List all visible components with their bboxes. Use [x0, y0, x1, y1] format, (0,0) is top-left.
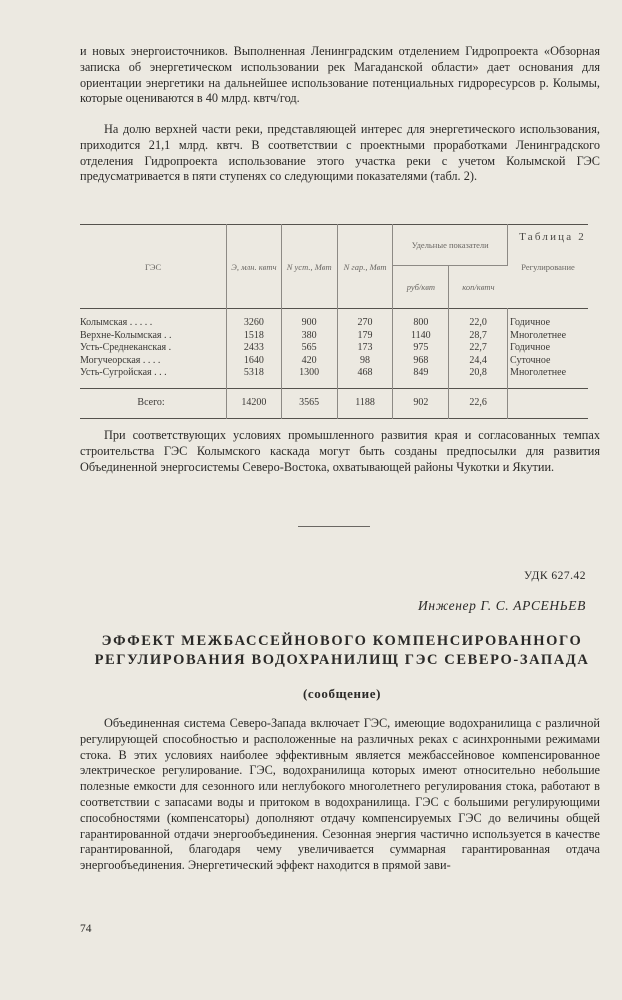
cell-energy: 1518: [227, 330, 282, 343]
article-body-block: [80, 716, 600, 874]
cell-name: Усть-Сугройская . . .: [80, 367, 227, 388]
total-rub-kvt: 902: [393, 388, 449, 418]
table-caption: Таблица 2: [519, 231, 586, 243]
cell-energy: 3260: [227, 309, 282, 330]
total-regulation: [508, 388, 588, 418]
cell-n-guar: 98: [337, 355, 393, 368]
table-header: [80, 225, 588, 309]
section-divider: [298, 526, 370, 527]
header-ges: ГЭС: [80, 225, 227, 309]
cell-n-guar: 173: [337, 342, 393, 355]
table-row: [80, 342, 588, 355]
cell-rub-kvt: 968: [393, 355, 449, 368]
table-row: [80, 355, 588, 368]
header-energy: Э, млн. квтч: [227, 225, 282, 309]
paragraph-top: и новых энергоисточников. Выполненная Ленинградским отделением Гидропроекта «Обзорная записка об энергетическом использовании рек Магаданской области» дает основания для ориентации энергетики на дальнейшее использование потенциальных гидроресурсов р. Колымы, которые оцениваются в 40 млрд. квтч/год.: [80, 44, 600, 106]
article-author: Инженер Г. С. АРСЕНЬЕВ: [418, 598, 586, 613]
cell-name: Верхне-Колымская . .: [80, 330, 227, 343]
article-title: [80, 632, 604, 670]
table-total-row: [80, 388, 588, 418]
cell-name: Усть-Среднеканская .: [80, 342, 227, 355]
cell-regulation: Многолетнее: [510, 367, 567, 379]
header-kop-kvtch: коп/квтч: [462, 282, 495, 292]
article-title-line-2: РЕГУЛИРОВАНИЯ ВОДОХРАНИЛИЩ ГЭС СЕВЕРО-ЗАПАДА: [94, 652, 590, 668]
cell-regulation: Годичное: [510, 317, 551, 328]
cell-n-guar: 468: [337, 367, 393, 388]
table-row: [80, 330, 588, 343]
cell-name: Колымская . . . . .: [80, 309, 227, 330]
table-body: [80, 309, 588, 389]
cell-rub-kvt: 800: [393, 309, 449, 330]
cell-regulation: Годичное: [510, 342, 551, 354]
total-kop-kvtch: 22,6: [449, 388, 508, 418]
table-row: [80, 309, 588, 330]
table-row: [80, 367, 588, 388]
cell-n-guar: 179: [337, 330, 393, 343]
paragraph-after-table: При соответствующих условиях промышленного развития края и согласованных темпах строительства ГЭС Колымского каскада могут быть созданы предпосылки для развития Объединенной энергосистемы Северо-Востока, охватывающей районы Чукотки и Якутии.: [80, 428, 600, 474]
header-regulation: Регулирование: [521, 261, 575, 272]
header-rub-kvt: руб/квт: [393, 266, 449, 309]
intro-paragraph-block: [80, 44, 600, 107]
table-footer: [80, 388, 588, 418]
article-title-line-1: ЭФФЕКТ МЕЖБАССЕЙНОВОГО КОМПЕНСИРОВАННОГО: [101, 633, 583, 649]
cell-n-guar: 270: [337, 309, 393, 330]
header-n-guar: N гар., Мвт: [337, 225, 393, 309]
cell-kop-kvtch: 22,7: [449, 342, 508, 355]
total-energy: 14200: [227, 388, 282, 418]
cell-rub-kvt: 849: [393, 367, 449, 388]
total-n-guar: 1188: [337, 388, 393, 418]
cell-kop-kvtch: 20,8: [449, 367, 508, 388]
cell-n-inst: 420: [281, 355, 337, 368]
cell-energy: 5318: [227, 367, 282, 388]
cell-energy: 2433: [227, 342, 282, 355]
after-table-paragraph-block: [80, 428, 600, 475]
article-subtitle: (сообщение): [302, 686, 382, 701]
cell-energy: 1640: [227, 355, 282, 368]
total-n-inst: 3565: [281, 388, 337, 418]
header-specific-group: Удельные показатели: [393, 225, 508, 266]
cell-rub-kvt: 975: [393, 342, 449, 355]
article-body-paragraph: Объединенная система Северо-Запада включает ГЭС, имеющие водохранилища с различной регулирующей способностью и расположенные на различных реках с асинхронными режимами стока. В этих условиях наиболее эффективным является межбассейновое компенсированное электрическое регулирование. ГЭС, водохранилища которых имеют относительно небольшие полезные емкости для сезонного или неглубокого многолетнего регулирования стока, работают в соответствии с запасами воды и притоком в водохранилища. ГЭС с большими регулирующими способностями (компенсаторы) дополняют отдачу компенсируемых ГЭС до величины общей гарантированной отдачи энергообъединения. Сезонная энергия частично используется в качестве гарантированной, благодаря чему увеличивается суммарная гарантированная отдача энергообъединения. Энергетический эффект находится в прямой зави-: [80, 716, 600, 873]
hydro-stations-table: [80, 224, 588, 419]
cell-n-inst: 900: [281, 309, 337, 330]
cell-n-inst: 380: [281, 330, 337, 343]
paragraph-second: На долю верхней части реки, представляющей интерес для энергетического использования, приходится 21,1 млрд. квтч. В соответствии с проектными проработками Ленинградского отделения Гидропроекта использование этого участка реки с учетом Колымской ГЭС предусматривается в пяти ступенях со следующими показателями (табл. 2).: [80, 122, 600, 184]
cell-rub-kvt: 1140: [393, 330, 449, 343]
cell-regulation: Суточное: [510, 354, 551, 366]
total-label: Всего:: [80, 388, 227, 418]
cell-regulation: Многолетнее: [510, 329, 567, 341]
cell-kop-kvtch: 24,4: [449, 355, 508, 368]
cell-n-inst: 565: [281, 342, 337, 355]
second-paragraph-block: [80, 122, 600, 185]
header-n-inst: N уст., Мвт: [281, 225, 337, 309]
cell-name: Могучеорская . . . .: [80, 355, 227, 368]
page-number: 74: [80, 923, 92, 935]
cell-n-inst: 1300: [281, 367, 337, 388]
udk-code: УДК 627.42: [524, 570, 586, 582]
cell-kop-kvtch: 28,7: [449, 330, 508, 343]
cell-kop-kvtch: 22,0: [449, 309, 508, 330]
